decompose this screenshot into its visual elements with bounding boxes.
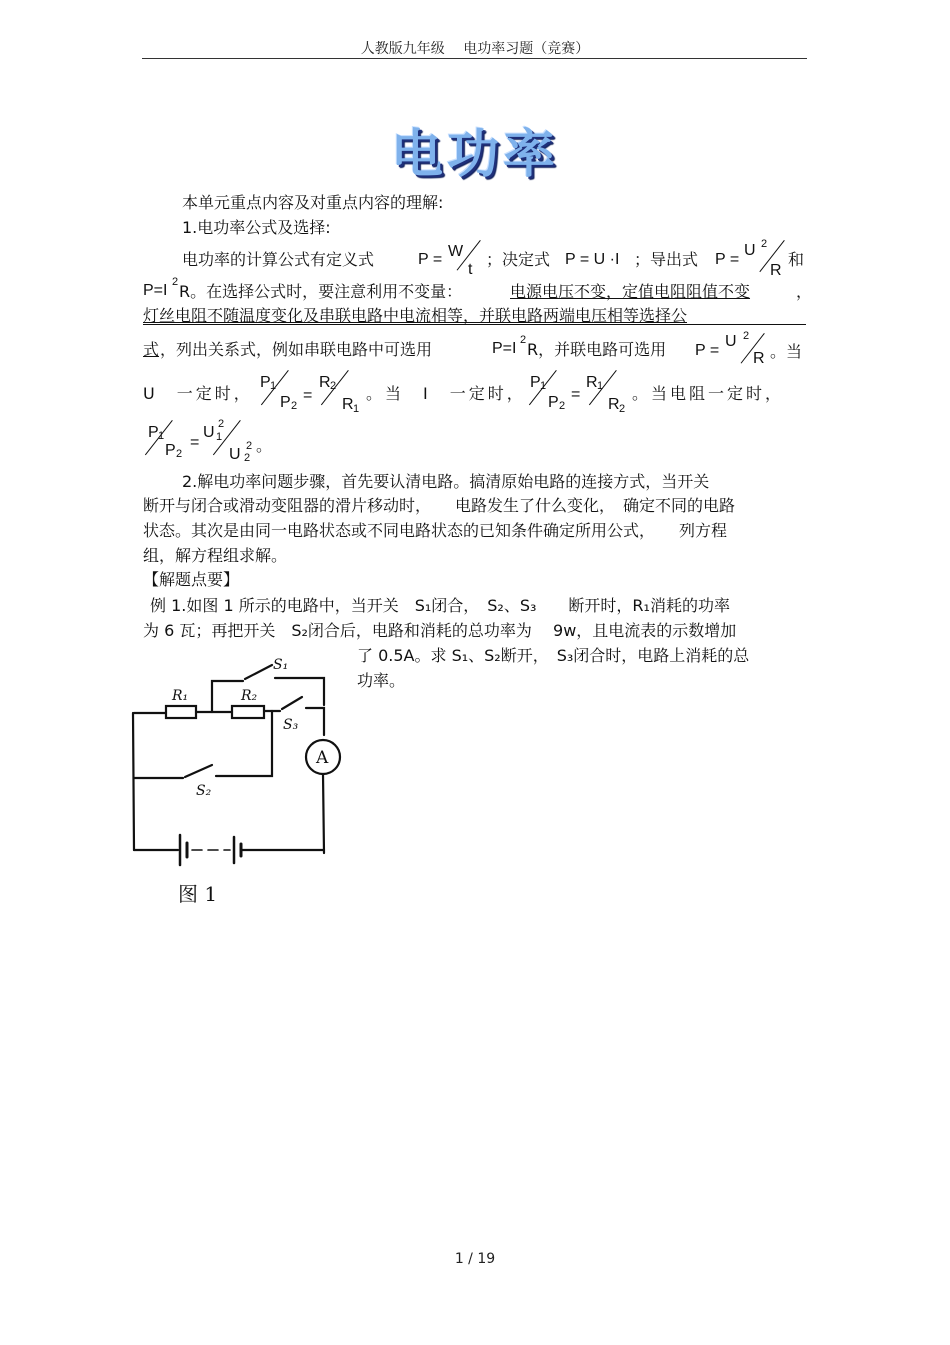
formula-sq: 2 [218,418,225,430]
sub-2: 2 [330,380,337,392]
figure-caption: 图 1 [178,882,218,906]
resistor-r2 [232,706,264,718]
formula-pi2r-a: P=I [143,282,168,299]
formula-pui: P = U ·I [565,251,620,268]
formula-r: R [753,350,765,367]
formula-sq: 2 [172,276,179,288]
sub-1: 1 [216,431,223,443]
sub-1: 1 [353,403,360,415]
formula-w: W [448,243,464,260]
section1-heading: 1.电功率公式及选择: [182,218,331,237]
ratio-u2: U [229,446,241,463]
ratio-p1: P [530,374,541,391]
label-s2: S₂ [196,783,212,799]
s1-text-a: 电功率的计算公式有定义式 [182,250,375,269]
ratio-r2: R [319,374,331,391]
s1-comma: ， [796,282,813,301]
sub-2: 2 [619,403,626,415]
s1-line5-a: U 一定时， [143,384,253,403]
s1-line2-under: 电源电压不变，定值电阻阻值不变 [510,282,751,301]
formula-p: P = [418,251,443,268]
s1-dang: 。当 [770,342,803,361]
formula-u: U [744,242,756,259]
s1-text-c: ；导出式 [634,250,699,269]
s2-line1: 2.解电功率问题步骤，首先要认清电路。搞清原始电路的连接方式，当开关 [182,472,710,491]
formula-sq: 2 [246,440,253,452]
switch-s2 [185,765,212,777]
formula-sq: 2 [520,334,527,346]
s2-line2: 断开与闭合或滑动变阻器的滑片移动时， 电路发生了什么变化， 确定不同的电路 [143,496,736,515]
ratio-eq: = [303,387,313,404]
formula-p3: P = [695,342,720,359]
sub-1: 1 [597,380,604,392]
ratio-p2: P [548,394,559,411]
intro-text: 本单元重点内容及对重点内容的理解: [182,193,444,212]
formula-p2: P = [715,251,740,268]
formula-u: U [725,333,737,350]
label-r1: R₁ [172,688,189,704]
switch-s3 [282,697,302,709]
label-r2: R₂ [241,688,258,704]
s1-he: 和 [788,250,805,269]
sub-2: 2 [559,400,566,412]
formula-sq: 2 [743,330,750,342]
ratio-r2: R [608,396,620,413]
sub-2: 2 [176,448,183,460]
ratio-p2: P [280,394,291,411]
resistor-r1 [166,706,196,718]
s1-line3-under: 灯丝电阻不随温度变化及串联电路中电流相等，并联电路两端电压相等选择公 [143,306,688,325]
circuit-diagram [128,645,348,910]
page-number: 1 / 19 [454,1251,496,1267]
ratio-u1: U [203,424,215,441]
sub-2: 2 [291,400,298,412]
header-rule [142,58,807,59]
example1-line3: 了 0.5A。求 S₁、S₂断开， S₃闭合时，电路上消耗的总 [357,646,750,665]
s1-line5-c: 。当电阻一定时， [632,384,785,403]
label-s1: S₁ [273,657,289,673]
s1-line5-b: 。当 I 一定时， [366,384,526,403]
example1-line1: 例 1.如图 1 所示的电路中，当开关 S₁闭合， S₂、S₃ 断开时，R₁消耗的功率 [150,596,730,615]
formula-sq: 2 [761,238,768,250]
sub-2: 2 [244,452,251,464]
tips-heading: 【解题点要】 [143,570,240,589]
formula-pi2r: P=I [492,340,517,357]
ratio-eq: = [571,386,581,403]
ratio-p1: P [148,424,159,441]
switch-s1 [245,665,272,679]
s1-line2-b: R。在选择公式时，要注意利用不变量： [179,282,463,301]
s1-line4-under: 式 [143,340,160,359]
example1-line4: 功率。 [357,671,406,690]
label-s3: S₃ [283,717,299,733]
sub-1: 1 [540,380,547,392]
ratio-r1: R [342,396,354,413]
s1-text-b: ；决定式 [486,250,551,269]
ratio-r1: R [586,374,598,391]
s1-line4-a: ，列出关系式，例如串联电路中可选用 [160,340,433,359]
s2-line4: 组，解方程组求解。 [143,546,288,565]
ratio-eq: = [190,434,200,451]
formula-t: t [468,261,473,278]
formula-r: R [770,262,782,279]
label-ammeter: A [316,748,329,768]
s2-line3: 状态。其次是由同一电路状态或不同电路状态的已知条件确定所用公式， 列方程 [143,521,728,540]
example1-line2: 为 6 瓦；再把开关 S₂闭合后，电路和消耗的总功率为 9w，且电流表的示数增加 [143,621,737,640]
ratio-p1: P [260,374,271,391]
ratio-p2: P [165,442,176,459]
s1-line4-c: R，并联电路可选用 [527,340,667,359]
underline-rule [143,324,806,325]
running-header: 人教版九年级 电功率习题（竞赛） [360,41,590,57]
wire-left [133,713,134,850]
sub-1: 1 [270,380,277,392]
page-title: 电功率 [390,125,559,185]
sub-1: 1 [158,430,165,442]
s1-line6-end: 。 [256,436,273,455]
